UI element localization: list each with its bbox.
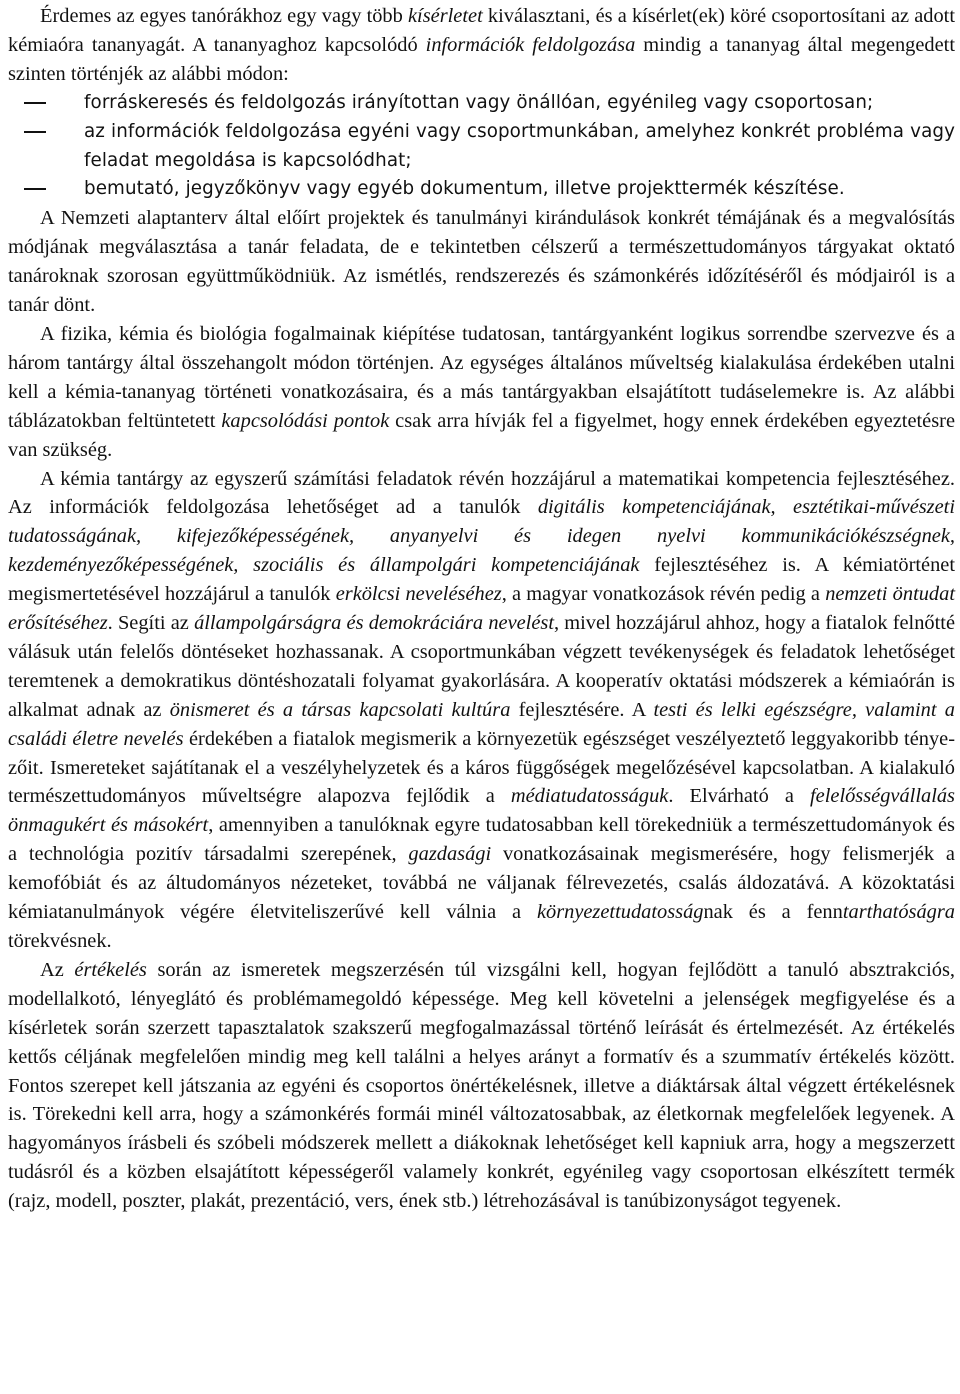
- list-item: [8, 89, 955, 118]
- paragraph-projects: [8, 204, 955, 320]
- text-segment: . Elvárható a: [668, 785, 811, 808]
- text-segment-italic: felelősségvállalás önmagukért és másokért: [8, 785, 955, 837]
- bullet-list: [8, 89, 955, 205]
- text-segment: A fizika, kémia és biológia fogalmainak kiépítése tudatosan, tantárgyanként logikus sorrendbe szervezve és a három tantárgy által összehangolt módon történjen. Az egységes általános műveltség kialakulása érdekében utalni kell a kémia-tananyag történeti vonatkozásaira, és a más tantárgyakban elsajátított tudáselemekre is. Az alábbi táblázatokban feltüntetett: [8, 322, 955, 432]
- text-segment: kiválasztani, és a kísérlet(ek) köré csoportosítani az adott kémiaóra tananyagát. A tananyaghoz kapcsolódó: [8, 5, 955, 56]
- list-item-text: az információk feldolgozása egyéni vagy csoportmunkában, amelyhez konkrét probléma vagy feladat megoldása is kapcsolódhat;: [84, 120, 955, 171]
- text-segment: vonatkozásainak megismerésére, hogy felismerjék a kemofóbiát és az áltudományos nézeteket, továbbá ne váljanak félrevezetés, csalás áldozatává. A közoktatási kémiatanulmányok végére életviteliszerűvé kell válnia a: [8, 843, 955, 924]
- text-segment-italic: kísérletet: [408, 5, 483, 27]
- text-segment: során az ismeretek megszerzésén túl vizsgálni kell, hogyan fejlődött a tanuló absztrakciós, modellalkotó, lényeglátó és problémamegoldó képessége. Meg kell követelni a jelenségek megfigyelése és a kísérletek során szerzett tapasztalatok szakszerű megfogalmazással történő leírását és értelmezését. Az értékelés kettős céljának megfelelően mindig meg kell találni a helyes arányt a formatív és a szummatív értékelés között. Fontos szerepet kell játszania az egyéni és csoportos önértékelésnek, illetve a diáktársak által végzett értékelésnek is. Törekedni kell arra, hogy a számonkérés formái minél változatosabbak, az életkornak megfelelőek legyenek. A hagyományos írásbeli és szóbeli módszerek mellett a diákoknak lehetőséget kell kapniuk arra, hogy a megszerzett tudásról és a közben elsajátított képességeről valamely konkrét, egyénileg vagy csoportosan elkészített termék (rajz, modell, poszter, plakát, prezentáció, vers, ének stb.) létrehozásával is tanúbizonyságot tegyenek.: [8, 958, 955, 1213]
- text-segment: , amennyiben a tanulóknak egyre tudatosabban kell törekedniük a természettudományok és a technológia pozitív társadalmi szerepének,: [8, 814, 955, 866]
- text-segment-italic: állampolgárságra és demokráciára nevelést: [194, 612, 554, 635]
- text-segment: , mivel hozzájárul ahhoz, hogy a fiatalok felnőtté válásuk után felelős döntéseket hozhassanak. A csoportmunkában végzett tevékenységek és feladatok lehetőséget teremtenek a demokratikus döntéshozatali folyamat gyakorlására. A kooperatív oktatási módszerek a kémiaórán is alkalmat adnak az: [8, 612, 955, 721]
- text-segment: törekvésnek.: [8, 930, 112, 952]
- text-segment-italic: információk feldolgozása: [425, 33, 636, 56]
- text-segment-italic: testi és lelki egészségre, valamint a családi életre nevelés: [8, 698, 955, 750]
- text-segment: csak arra hívják fel a figyelmet, hogy ennek érdekében egyeztetésre van szükség.: [8, 409, 956, 461]
- dash-bullet-icon: [24, 188, 46, 190]
- text-segment-italic: gazdasági: [408, 843, 492, 866]
- text-segment-italic: erkölcsi neveléséhez: [335, 583, 502, 606]
- text-segment-italic: médiatudatosságuk: [510, 785, 669, 808]
- list-item: [8, 175, 955, 204]
- text-segment-italic: kapcsolódási pontok: [221, 409, 390, 432]
- text-segment: fejlesztéséhez is. A kémiatörténet megismertetésével hozzájárul a tanulók: [8, 554, 955, 606]
- text-segment-italic: tarthatóságra: [842, 901, 955, 924]
- text-segment-italic: önismeret és a társas kapcsolati kultúra: [169, 698, 511, 721]
- text-segment-italic: környezettudatosság: [536, 901, 704, 924]
- dash-bullet-icon: [24, 131, 46, 133]
- text-segment: A kémia tantárgy az egyszerű számítási feladatok révén hozzájárul a matematikai kompetencia fejlesztéséhez. Az információk feldolgozása lehetőséget ad a tanulók: [8, 467, 955, 519]
- text-segment-italic: értékelés: [74, 958, 147, 981]
- text-segment: fejlesztésére. A: [510, 698, 654, 721]
- text-segment: A Nemzeti alaptanterv által előírt projektek és tanulmányi kirándulások konkrét témájának és a megvalósítás módjának megválasztása a tanár feladata, de e tekintetben célszerű a természettudományos tárgyakat oktató tanároknak szorosan együttműködniük. Az ismétlés, rendszerezés és számonkérés időzítéséről és módjairól is a tanár dönt.: [8, 207, 955, 317]
- text-segment-italic: nemzeti öntudat erősítéséhez: [8, 583, 955, 635]
- text-segment: Az: [40, 958, 75, 981]
- list-item-text: forráskeresés és feldolgozás irányítottan vagy önállóan, egyénileg vagy csoportosan;: [84, 91, 874, 113]
- list-item-text: bemutató, jegyzőkönyv vagy egyéb dokumentum, illetve projekttermék készítése.: [84, 178, 845, 200]
- document-page: [8, 2, 955, 1216]
- dash-bullet-icon: [24, 102, 46, 104]
- paragraph-integration: [8, 320, 955, 465]
- paragraph-assessment: [8, 956, 955, 1216]
- paragraph-competencies: [8, 465, 955, 956]
- text-segment-italic: digitális kompetenciájának, esztétikai-művészeti tudatosságának, kifejezőképességének, anyanyelvi és idegen nyelvi kommunikációkészségnek, kezdeményezőképességének, szociális és állampolgári kompetenciájának: [8, 496, 956, 577]
- text-segment: nak és a fenn: [703, 901, 843, 924]
- paragraph-intro: [8, 2, 955, 89]
- text-segment: , a magyar vonatkozások révén pedig a: [501, 583, 826, 606]
- text-segment: érdekében a fiatalok megismerik a környezetük egészséget veszélyeztető leggyakoribb tényezőit. Ismereteket sajátítanak el a veszélyhelyzetek és a káros függőségek megelőzésével kapcsolatban. A kialakuló természettudományos műveltségre alapozva fejlődik a: [8, 727, 955, 808]
- list-item: [8, 118, 955, 176]
- text-segment: mindig a tananyag által megengedett szinten történjék az alábbi módon:: [8, 33, 955, 85]
- text-segment: Érdemes az egyes tanórákhoz egy vagy több: [40, 5, 408, 27]
- text-segment: . Segíti az: [107, 612, 195, 635]
